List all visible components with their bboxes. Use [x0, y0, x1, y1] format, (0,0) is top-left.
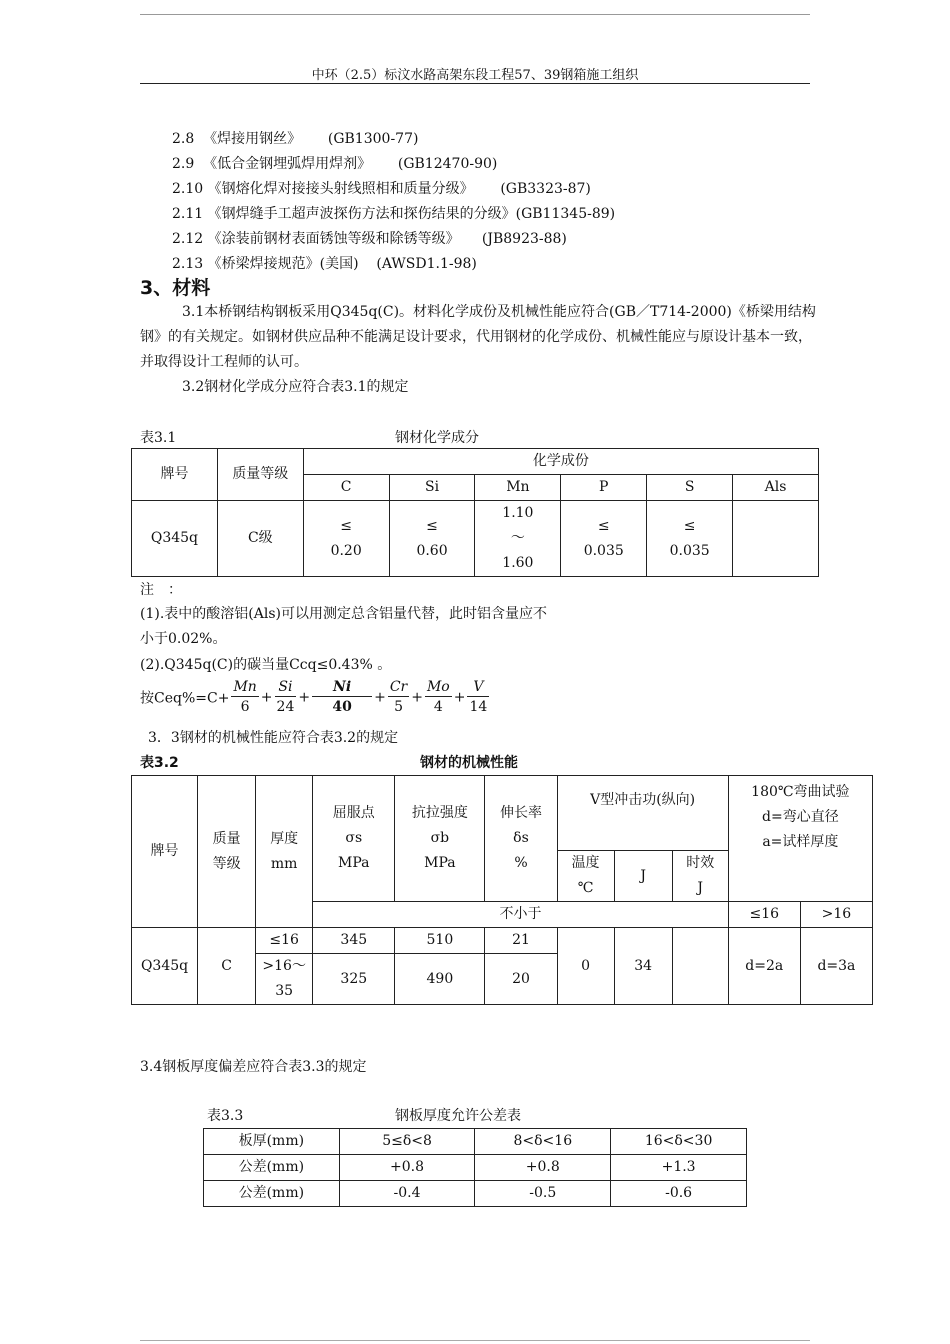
header-thickness: 板厚(mm) — [204, 1129, 340, 1155]
header-range-2: 8<δ<16 — [475, 1129, 611, 1155]
header-grade: 牌号 — [132, 776, 198, 928]
fraction-mn: $\frac{Mn}{6}$ — [233, 679, 257, 715]
note-2: (2).Q345q(C)的碳当量Ccq≤0.43% 。 — [140, 657, 392, 673]
paragraph-3-4: 3.4钢板厚度偏差应符合表3.3的规定 — [140, 1059, 367, 1075]
header-element-als: Als — [733, 475, 819, 501]
cell-thickness: >16～35 — [256, 954, 313, 1005]
header-element-mn: Mn — [475, 475, 561, 501]
header-element-p: P — [561, 475, 647, 501]
cell-j: 34 — [614, 928, 672, 1005]
cell-aging — [672, 928, 728, 1005]
top-rule — [140, 14, 810, 15]
cell-quality: C级 — [217, 501, 303, 577]
cell-quality: C — [198, 928, 256, 1005]
header-grade: 牌号 — [132, 449, 218, 501]
cell-tensile: 510 — [395, 928, 485, 954]
header-range-3: 16<δ<30 — [611, 1129, 747, 1155]
cell-mn: 1.10 ～ 1.60 — [475, 501, 561, 577]
thickness-tolerance-table — [203, 1128, 747, 1207]
cell-grade: Q345q — [132, 501, 218, 577]
header-element-c: C — [303, 475, 389, 501]
header-thickness: 厚度 mm — [256, 776, 313, 928]
table-3-2-title: 钢材的机械性能 — [420, 755, 518, 771]
cell-value: +0.8 — [339, 1155, 475, 1181]
paragraph-3-1: 3.1本桥钢结构钢板采用Q345q(C)。材料化学成份及机械性能应符合(GB／T714-2000)《桥梁用结构钢》的有关规定。如钢材供应品种不能满足设计要求，代用钢材的化学成份、机械性能应与原设计基本一致，并取得设计工程师的认可。 — [140, 304, 816, 370]
header-elongation: 伸长率 δs % — [485, 776, 557, 902]
cell-s: ≤ 0.035 — [647, 501, 733, 577]
notes-label: 注 ： — [140, 582, 182, 598]
cell-tensile: 490 — [395, 954, 485, 1005]
header-yield: 屈服点 σs MPa — [313, 776, 395, 902]
cell-yield: 325 — [313, 954, 395, 1005]
cell-bend-2: d=3a — [800, 928, 872, 1005]
standard-item: 2.13 《桥梁焊接规范》(美国) (AWSD1.1-98) — [172, 256, 477, 272]
standard-item: 2.10 《钢熔化焊对接接头射线照相和质量分级》 (GB3323-87) — [172, 181, 591, 197]
header-rule — [140, 83, 810, 84]
header-chem: 化学成份 — [303, 449, 818, 475]
fraction-mo: $\frac{Mo}{4}$ — [426, 679, 450, 715]
note-1b: 小于0.02%。 — [140, 631, 227, 647]
header-aging: 时效 J — [672, 851, 728, 902]
cell-bend-1: d=2a — [728, 928, 800, 1005]
header-j: J — [614, 851, 672, 902]
header-temp: 温度 ℃ — [557, 851, 614, 902]
cell-elongation: 20 — [485, 954, 557, 1005]
fraction-cr: $\frac{Cr}{5}$ — [389, 679, 408, 715]
fraction-si: $\frac{Si}{24}$ — [276, 679, 295, 715]
standard-item: 2.11 《钢焊缝手工超声波探伤方法和探伤结果的分级》(GB11345-89) — [172, 206, 616, 222]
cell-yield: 345 — [313, 928, 395, 954]
table-3-1-label: 表3.1 — [140, 430, 177, 446]
standard-item: 2.8 《焊接用钢丝》 (GB1300-77) — [172, 131, 419, 147]
chemical-composition-table — [131, 448, 819, 577]
bottom-rule — [140, 1340, 810, 1341]
cell-value: -0.6 — [611, 1181, 747, 1207]
note-1a: (1).表中的酸溶铝(Als)可以用测定总含铝量代替，此时铝含量应不 — [140, 606, 547, 622]
table-3-3-title: 钢板厚度允许公差表 — [395, 1108, 521, 1124]
cell-p: ≤ 0.035 — [561, 501, 647, 577]
header-element-s: S — [647, 475, 733, 501]
header-range-1: 5≤δ<8 — [339, 1129, 475, 1155]
header-bend-le16: ≤16 — [728, 902, 800, 928]
page-header: 中环（2.5）标汶水路高架东段工程57、39钢箱施工组织 — [311, 68, 639, 83]
header-bend-gt16: >16 — [800, 902, 872, 928]
cell-si: ≤ 0.60 — [389, 501, 475, 577]
mechanical-properties-table — [131, 775, 873, 1005]
header-tensile: 抗拉强度 σb MPa — [395, 776, 485, 902]
header-impact: V型冲击功(纵向) — [557, 776, 728, 851]
cell-als — [733, 501, 819, 577]
cell-value: +1.3 — [611, 1155, 747, 1181]
header-quality: 质量等级 — [217, 449, 303, 501]
cell-elongation: 21 — [485, 928, 557, 954]
header-element-si: Si — [389, 475, 475, 501]
cell-temp: 0 — [557, 928, 614, 1005]
cell-value: +0.8 — [475, 1155, 611, 1181]
row-label: 公差(mm) — [204, 1181, 340, 1207]
cell-c: ≤ 0.20 — [303, 501, 389, 577]
cell-value: -0.5 — [475, 1181, 611, 1207]
row-label: 公差(mm) — [204, 1155, 340, 1181]
table-3-2-label: 表3.2 — [140, 755, 179, 771]
header-bend: 180℃弯曲试验 d=弯心直径 a=试样厚度 — [728, 776, 872, 902]
paragraph-3-3: 3．3钢材的机械性能应符合表3.2的规定 — [148, 730, 399, 746]
standard-item: 2.9 《低合金钢埋弧焊用焊剂》 (GB12470-90) — [172, 156, 498, 172]
ceq-formula: 按Ceq%=C+ $\frac{Mn}{6}$ + $\frac{Si}{24}$ + $\frac{Ni}{40}$ + $\frac{Cr}{5}$ + $\frac{Mo}{4}$ + $\frac{V}{14}$ — [140, 679, 488, 715]
cell-value: -0.4 — [339, 1181, 475, 1207]
header-not-less: 不小于 — [313, 902, 729, 928]
header-quality: 质量 等级 — [198, 776, 256, 928]
fraction-ni: $\frac{Ni}{40}$ — [312, 678, 372, 717]
table-3-1-title: 钢材化学成分 — [395, 430, 479, 446]
paragraph-3-2: 3.2钢材化学成分应符合表3.1的规定 — [182, 379, 409, 395]
standard-item: 2.12 《涂装前钢材表面锈蚀等级和除锈等级》 (JB8923-88) — [172, 231, 567, 247]
table-3-3-label: 表3.3 — [207, 1108, 244, 1124]
section-heading: 3、材料 — [140, 277, 211, 299]
cell-thickness: ≤16 — [256, 928, 313, 954]
cell-grade: Q345q — [132, 928, 198, 1005]
fraction-v: $\frac{V}{14}$ — [469, 679, 488, 715]
